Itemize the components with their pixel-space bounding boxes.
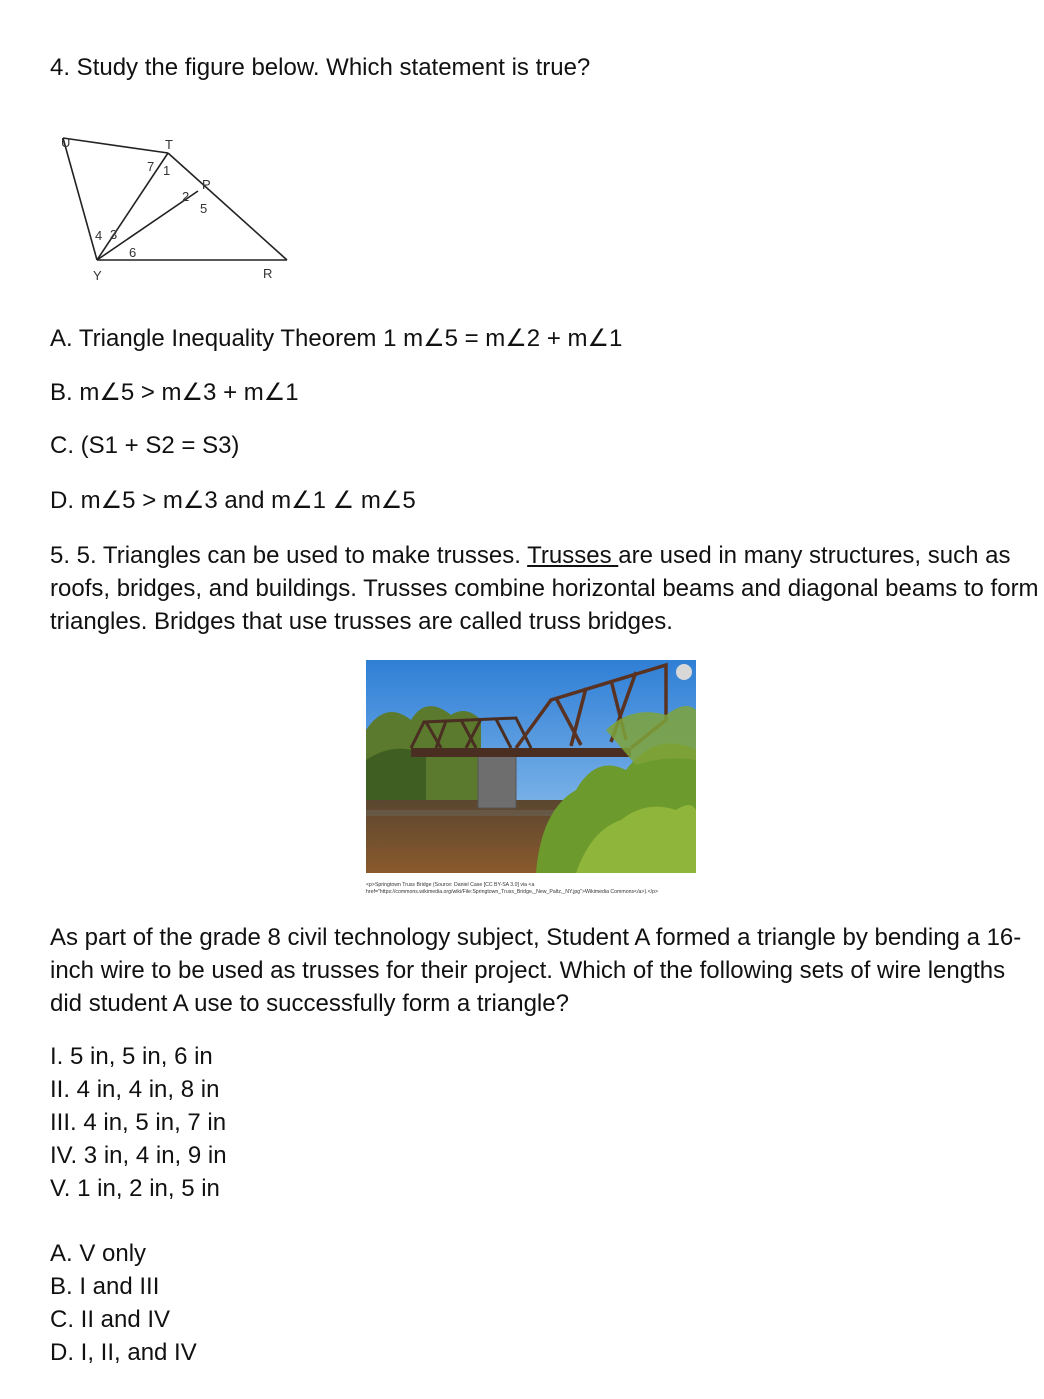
vertex-label-u: U	[61, 135, 71, 150]
vertex-label-r: R	[263, 266, 273, 281]
angle-label-4: 4	[95, 228, 103, 243]
choice-d: D. I, II, and IV	[50, 1339, 197, 1366]
angle-label-2: 2	[182, 189, 190, 204]
vertex-label-t: T	[165, 137, 173, 152]
angle-label-3: 3	[110, 227, 118, 242]
intro-rest: are used in many structures, such as roofs, bridges, and buildings. Trusses combine horizontal beams and diagonal beams to form triangles. Bridges that use trusses are called truss bridges.	[50, 542, 1039, 635]
question-5-intro	[50, 539, 1040, 638]
set-v: V. 1 in, 2 in, 5 in	[50, 1175, 220, 1202]
angle-label-7: 7	[147, 159, 155, 174]
vertex-label-y: Y	[93, 268, 102, 283]
geometry-figure	[55, 133, 295, 288]
truss-bridge-photo	[366, 660, 696, 873]
option-b: B. m∠5 > m∠3 + m∠1	[50, 379, 299, 406]
choice-a: A. V only	[50, 1240, 147, 1267]
choice-b: B. I and III	[50, 1273, 160, 1300]
angle-label-5: 5	[200, 201, 208, 216]
question-5-scenario: As part of the grade 8 civil technology subject, Student A formed a triangle by bending a 16-inch wire to be used as trusses for their project. Which of the following sets of wire lengths did student A use to successfully form a triangle?	[50, 924, 1022, 1017]
angle-label-1: 1	[163, 163, 171, 178]
trusses-link[interactable]: Trusses	[527, 542, 619, 569]
vertex-label-p: P	[202, 177, 211, 192]
set-iii: III. 4 in, 5 in, 7 in	[50, 1109, 227, 1136]
question-4-prompt: 4. Study the figure below. Which statement is true?	[50, 54, 591, 81]
set-i: I. 5 in, 5 in, 6 in	[50, 1043, 213, 1070]
option-a: A. Triangle Inequality Theorem 1 m∠5 = m∠2 + m∠1	[50, 325, 623, 352]
option-c: C. (S1 + S2 = S3)	[50, 432, 240, 459]
intro-start: 5. 5. Triangles can be used to make trusses.	[50, 542, 528, 569]
choice-c: C. II and IV	[50, 1306, 171, 1333]
set-iv: IV. 3 in, 4 in, 9 in	[50, 1142, 227, 1169]
set-ii: II. 4 in, 4 in, 8 in	[50, 1076, 220, 1103]
angle-label-6: 6	[129, 245, 137, 260]
photo-caption-line-2[interactable]: href="https://commons.wikimedia.org/wiki/File:Springtown_Truss_Bridge,_New_Paltz,_NY.jpg">Wikimedia Commons</a>).</p>	[366, 889, 658, 895]
photo-caption-line-1: <p>Springtown Truss Bridge (Source: Daniel Case [CC BY-SA 3.0] via <a	[366, 882, 535, 888]
option-d: D. m∠5 > m∠3 and m∠1 ∠ m∠5	[50, 487, 416, 514]
